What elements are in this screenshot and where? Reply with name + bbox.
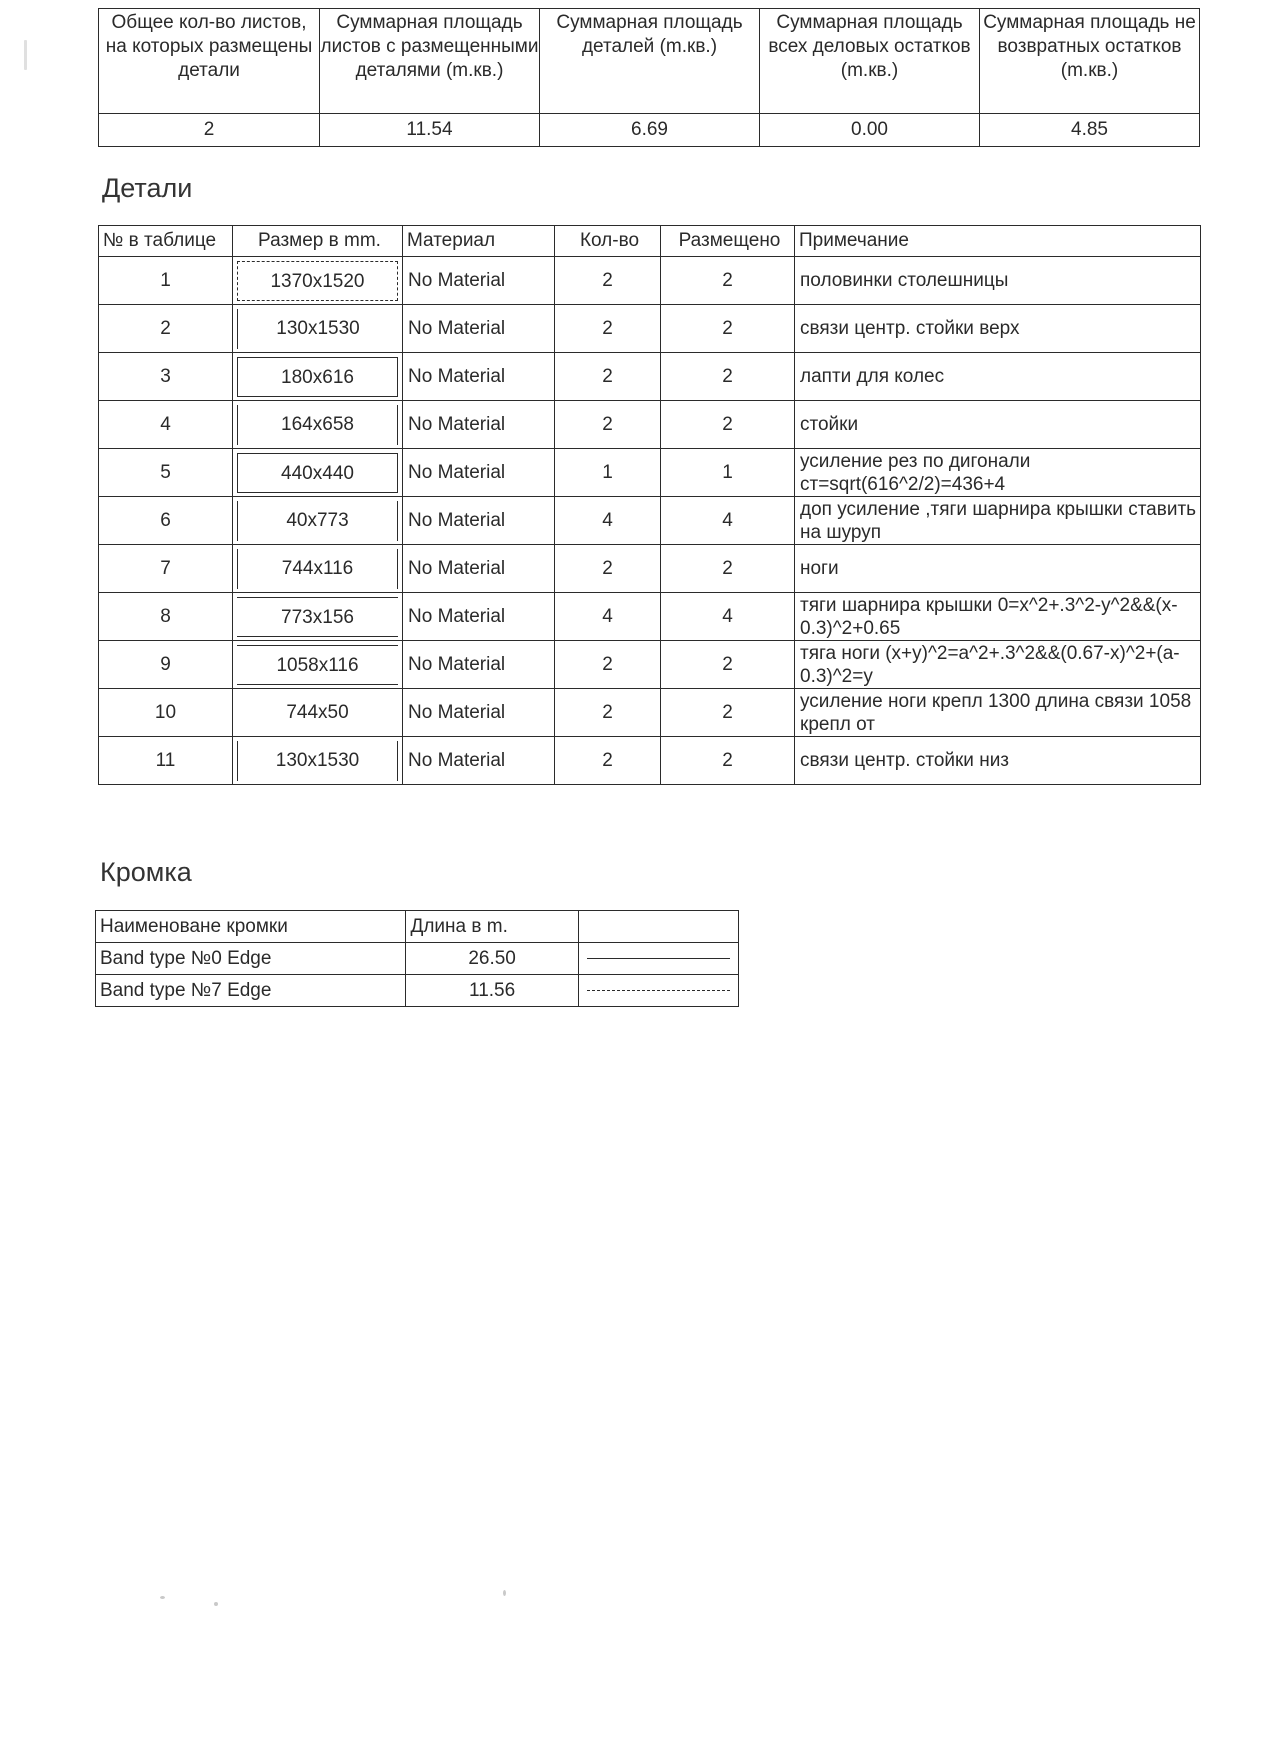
edge-header-sample (578, 911, 738, 943)
details-cell-qty: 2 (555, 353, 661, 401)
details-cell-material: No Material (403, 593, 555, 641)
edge-line-sample (587, 958, 730, 959)
edge-cell-length: 26.50 (406, 943, 578, 975)
details-cell-size-value: 1058x116 (237, 645, 398, 685)
edge-table (95, 910, 739, 1007)
details-cell-placed: 4 (661, 497, 795, 545)
details-cell-placed: 2 (661, 641, 795, 689)
details-cell-size (233, 305, 403, 353)
edge-cell-length: 11.56 (406, 975, 578, 1007)
details-cell-qty: 2 (555, 401, 661, 449)
details-cell-placed: 2 (661, 401, 795, 449)
details-row (99, 545, 1201, 593)
details-cell-size (233, 353, 403, 401)
details-cell-size-value: 1370x1520 (237, 261, 398, 301)
details-cell-size (233, 545, 403, 593)
details-body (99, 257, 1201, 785)
details-cell-qty: 2 (555, 737, 661, 785)
scan-speck (24, 40, 27, 70)
scan-speck (214, 1602, 218, 1606)
details-cell-material: No Material (403, 689, 555, 737)
details-cell-size-value: 440x440 (237, 453, 398, 493)
details-header-material: Материал (403, 226, 555, 257)
details-row (99, 257, 1201, 305)
details-cell-size (233, 257, 403, 305)
details-cell-material: No Material (403, 257, 555, 305)
details-cell-size (233, 641, 403, 689)
details-cell-material: No Material (403, 641, 555, 689)
details-cell-size-value: 744x50 (286, 701, 349, 723)
details-row (99, 305, 1201, 353)
details-cell-qty: 2 (555, 689, 661, 737)
details-header-num: № в таблице (99, 226, 233, 257)
summary-values-row (99, 114, 1200, 147)
details-cell-num: 4 (99, 401, 233, 449)
details-cell-material: No Material (403, 353, 555, 401)
details-cell-placed: 2 (661, 545, 795, 593)
details-header-note: Примечание (795, 226, 1201, 257)
edge-header-length: Длина в m. (406, 911, 578, 943)
details-header-qty: Кол-во (555, 226, 661, 257)
details-cell-material: No Material (403, 737, 555, 785)
details-cell-material: No Material (403, 449, 555, 497)
summary-value-parts-area: 6.69 (540, 114, 760, 147)
details-cell-num: 3 (99, 353, 233, 401)
details-cell-num: 2 (99, 305, 233, 353)
summary-value-sheet-area: 11.54 (320, 114, 540, 147)
details-cell-num: 9 (99, 641, 233, 689)
details-cell-num: 7 (99, 545, 233, 593)
details-cell-size (233, 689, 403, 737)
details-row (99, 593, 1201, 641)
edge-row (96, 975, 739, 1007)
details-cell-size-value: 130x1530 (237, 309, 398, 349)
details-cell-num: 1 (99, 257, 233, 305)
summary-value-waste-remnants: 4.85 (980, 114, 1200, 147)
details-cell-size (233, 497, 403, 545)
edge-cell-sample (578, 975, 738, 1007)
details-cell-num: 11 (99, 737, 233, 785)
edge-body (96, 943, 739, 1007)
details-cell-note: тяги шарнира крышки 0=x^2+.3^2-y^2&&(x-0.3)^2+0.65 (795, 593, 1201, 641)
scan-speck (160, 1596, 165, 1599)
summary-header-parts-area: Суммарная площадь деталей (m.кв.) (540, 9, 760, 114)
details-cell-placed: 4 (661, 593, 795, 641)
details-header-size: Размер в mm. (233, 226, 403, 257)
summary-header-row (99, 9, 1200, 114)
details-cell-placed: 2 (661, 257, 795, 305)
details-cell-num: 8 (99, 593, 233, 641)
scan-speck (503, 1590, 506, 1596)
details-cell-size-value: 744x116 (237, 549, 398, 589)
summary-header-waste-remnants: Суммарная площадь не возвратных остатков (m.кв.) (980, 9, 1200, 114)
details-cell-qty: 4 (555, 593, 661, 641)
details-cell-note: половинки столешницы (795, 257, 1201, 305)
details-row (99, 689, 1201, 737)
details-cell-qty: 2 (555, 257, 661, 305)
details-row (99, 497, 1201, 545)
details-cell-num: 10 (99, 689, 233, 737)
details-header-placed: Размещено (661, 226, 795, 257)
edge-header-row (96, 911, 739, 943)
edge-header-name: Наименоване кромки (96, 911, 406, 943)
details-cell-size-value: 164x658 (237, 405, 398, 445)
details-cell-num: 6 (99, 497, 233, 545)
details-cell-qty: 4 (555, 497, 661, 545)
details-cell-note: ноги (795, 545, 1201, 593)
details-header-row (99, 226, 1201, 257)
details-cell-placed: 2 (661, 353, 795, 401)
details-cell-qty: 2 (555, 641, 661, 689)
details-cell-qty: 1 (555, 449, 661, 497)
summary-header-business-remnants: Суммарная площадь всех деловых остатков (m.кв.) (760, 9, 980, 114)
details-row (99, 449, 1201, 497)
edge-row (96, 943, 739, 975)
summary-value-sheets: 2 (99, 114, 320, 147)
details-cell-size (233, 593, 403, 641)
details-cell-note: стойки (795, 401, 1201, 449)
details-cell-note: доп усиление ,тяги шарнира крышки ставить на шуруп (795, 497, 1201, 545)
details-cell-material: No Material (403, 401, 555, 449)
edge-cell-name: Band type №7 Edge (96, 975, 406, 1007)
details-cell-size-value: 130x1530 (237, 741, 398, 781)
details-cell-qty: 2 (555, 305, 661, 353)
details-section-title: Детали (102, 173, 193, 203)
details-cell-size-value: 773x156 (237, 597, 398, 637)
summary-header-sheet-area: Суммарная площадь листов с размещенными деталями (m.кв.) (320, 9, 540, 114)
details-cell-note: усиление рез по дигонали ст=sqrt(616^2/2)=436+4 (795, 449, 1201, 497)
details-cell-note: лапти для колес (795, 353, 1201, 401)
details-cell-qty: 2 (555, 545, 661, 593)
details-cell-placed: 2 (661, 689, 795, 737)
details-cell-size-value: 40x773 (237, 501, 398, 541)
details-cell-size (233, 401, 403, 449)
details-cell-placed: 2 (661, 305, 795, 353)
details-cell-material: No Material (403, 545, 555, 593)
details-cell-note: связи центр. стойки верх (795, 305, 1201, 353)
details-cell-note: усиление ноги крепл 1300 длина связи 1058 крепл от (795, 689, 1201, 737)
details-row (99, 641, 1201, 689)
details-table (98, 225, 1201, 785)
details-cell-size (233, 449, 403, 497)
details-row (99, 401, 1201, 449)
details-cell-size-value: 180x616 (237, 357, 398, 397)
details-cell-num: 5 (99, 449, 233, 497)
details-cell-note: тяга ноги (x+y)^2=a^2+.3^2&&(0.67-x)^2+(a-0.3)^2=y (795, 641, 1201, 689)
edge-section-title: Кромка (100, 857, 192, 887)
summary-value-business-remnants: 0.00 (760, 114, 980, 147)
edge-cell-name: Band type №0 Edge (96, 943, 406, 975)
details-cell-size (233, 737, 403, 785)
details-row (99, 737, 1201, 785)
details-cell-placed: 2 (661, 737, 795, 785)
edge-cell-sample (578, 943, 738, 975)
summary-header-sheets: Общее кол-во листов, на которых размещены детали (99, 9, 320, 114)
edge-line-sample (587, 990, 730, 991)
details-row (99, 353, 1201, 401)
summary-table (98, 8, 1200, 147)
details-cell-material: No Material (403, 497, 555, 545)
details-cell-material: No Material (403, 305, 555, 353)
details-cell-placed: 1 (661, 449, 795, 497)
details-cell-note: связи центр. стойки низ (795, 737, 1201, 785)
